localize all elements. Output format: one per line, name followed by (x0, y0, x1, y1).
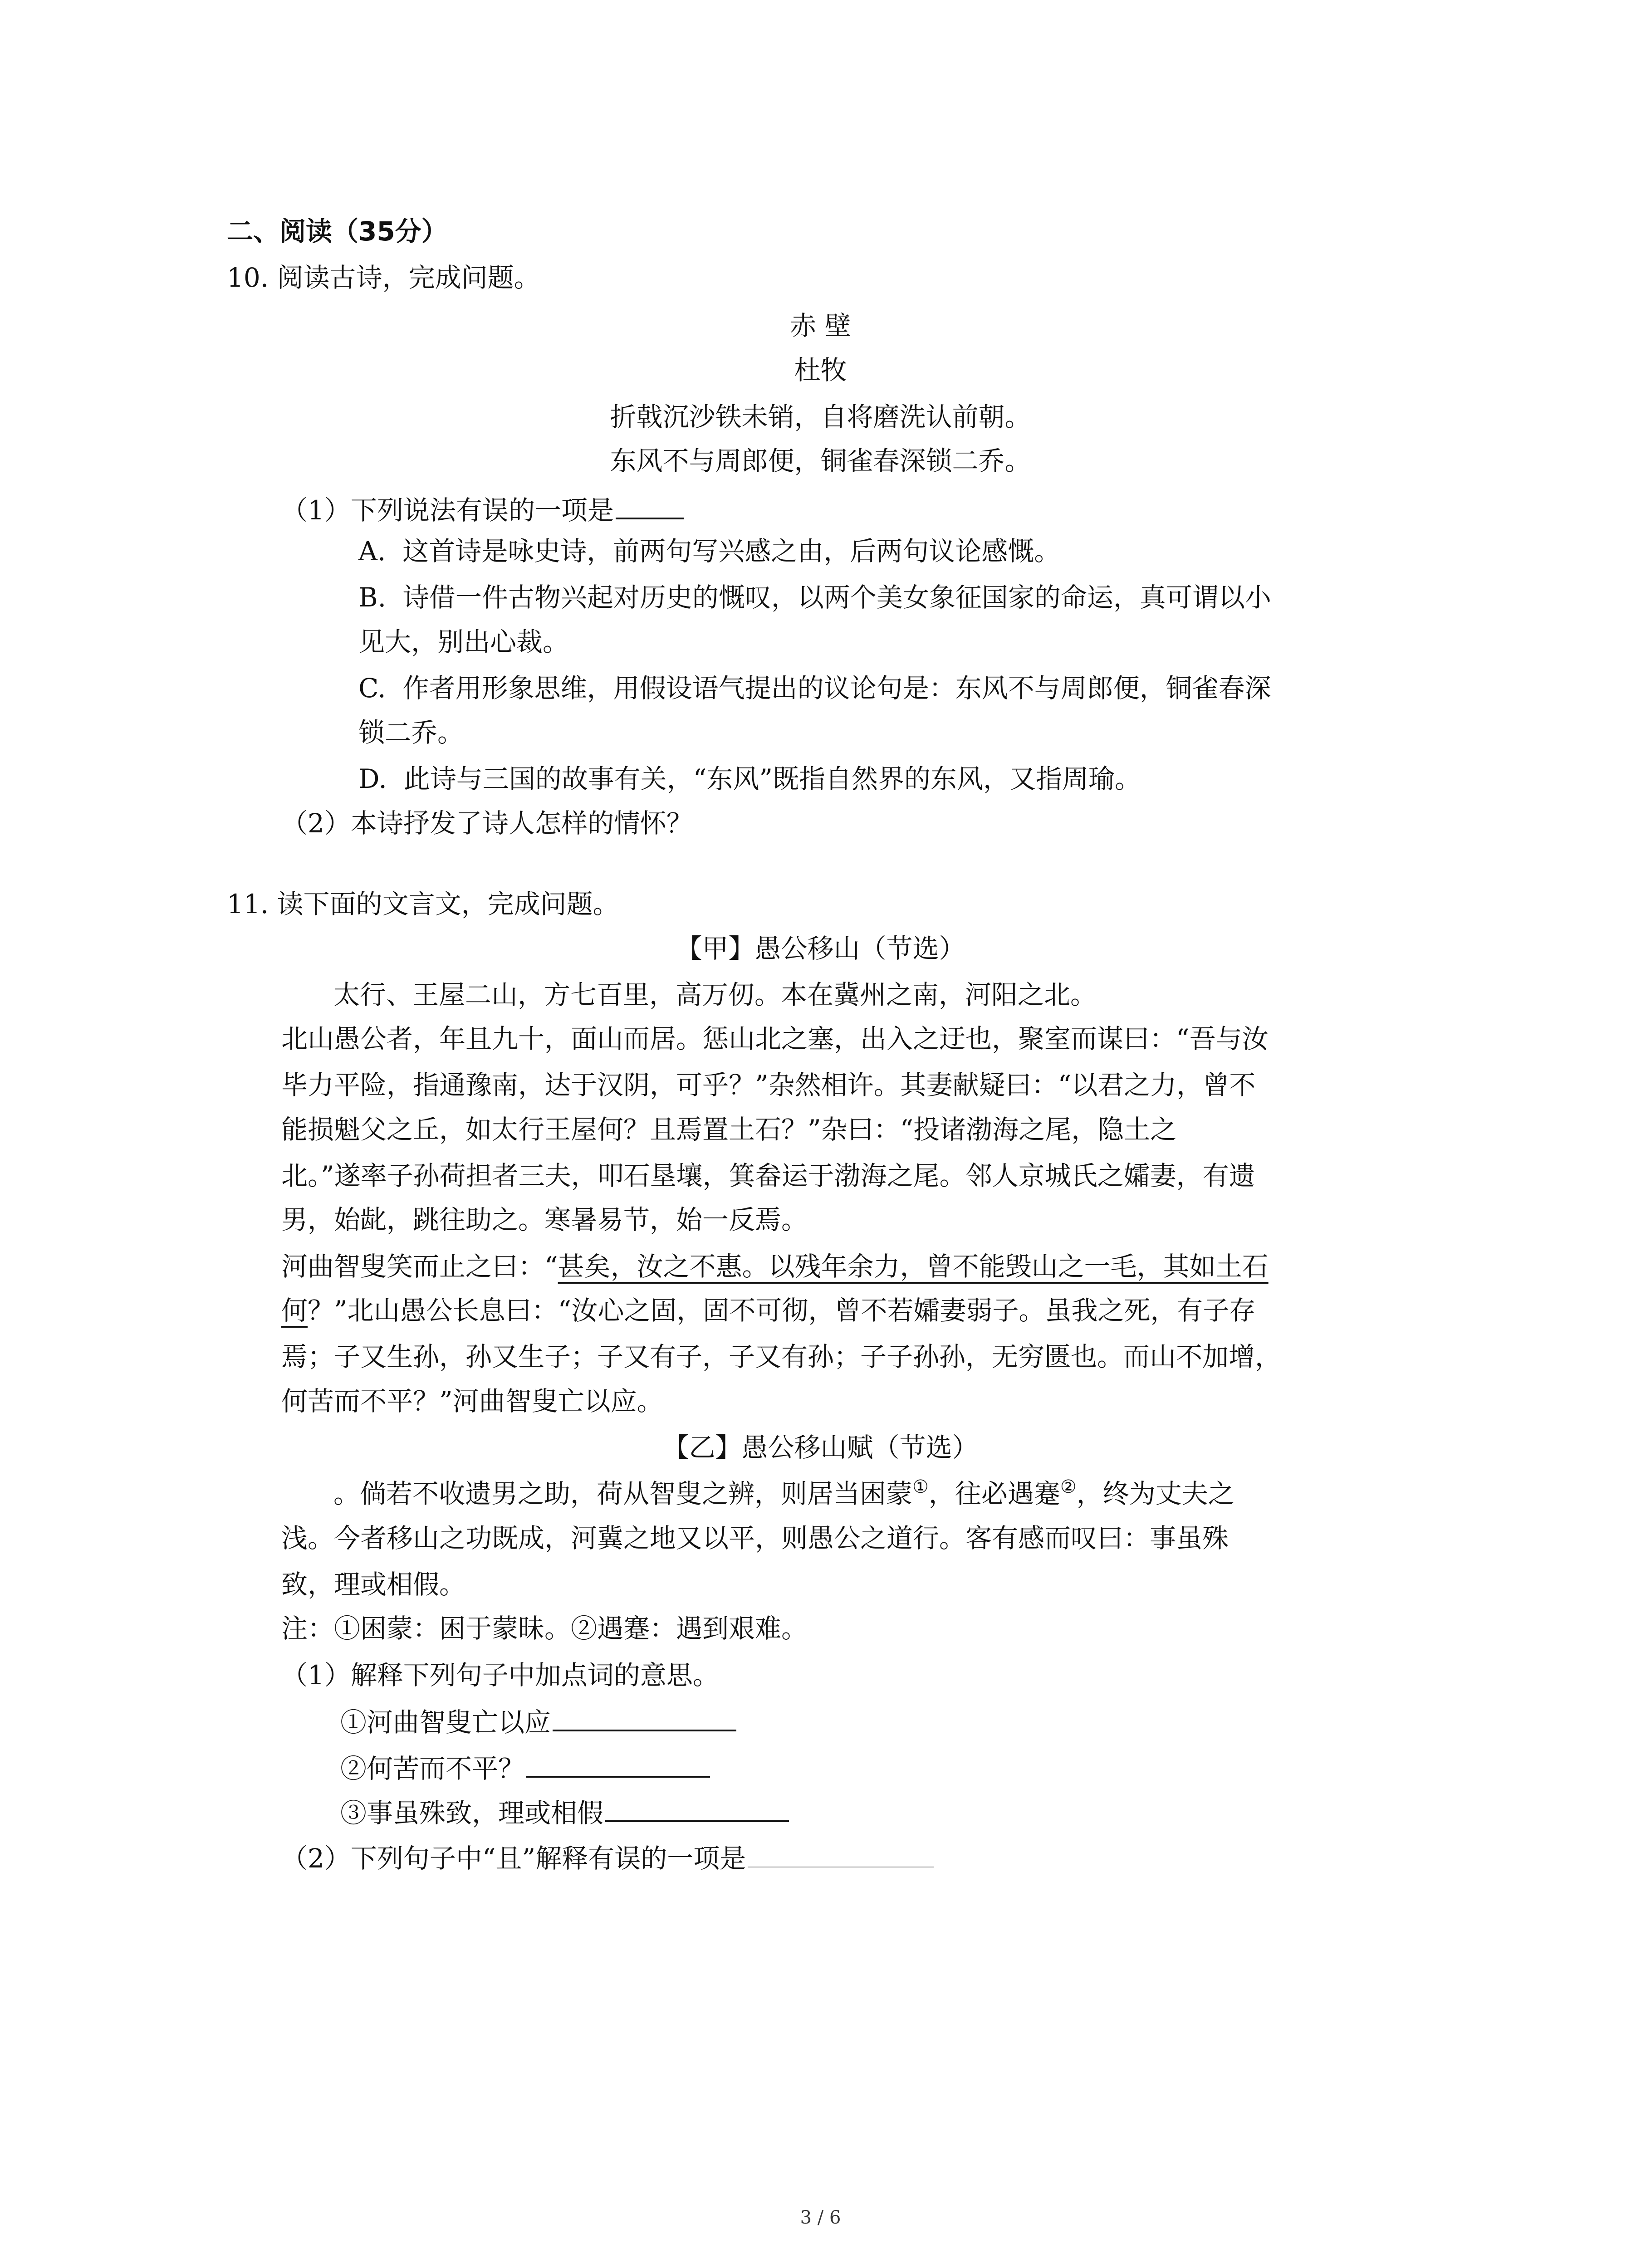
question-10-sub-2: （2）本诗抒发了诗人怎样的情怀？ (281, 808, 693, 839)
passage-jia-title: 【甲】愚公移山（节选） (676, 933, 965, 964)
option-b-line-2: 见大，别出心裁。 (358, 626, 569, 657)
page-number: 3 / 6 (800, 2207, 841, 2228)
question-10-stem: 10. 阅读古诗，完成问题。 (227, 262, 540, 293)
question-11-item-3 (340, 1794, 789, 1829)
underlined-sentence: 甚矣，汝之不惠。以残年余力，曾不能毁山之一毛，其如土石 (558, 1251, 1269, 1282)
option-a: A. 这首诗是咏史诗，前两句写兴感之由，后两句议论感慨。 (358, 536, 1061, 567)
passage-jia-line (281, 1251, 1269, 1282)
poem-title: 赤 壁 (790, 310, 851, 341)
question-11-sub-2 (281, 1840, 934, 1874)
passage-yi-title: 【乙】愚公移山赋（节选） (662, 1432, 979, 1463)
passage-jia-text: ？”北山愚公长息曰：“汝心之固，固不可彻，曾不若孀妻弱子。虽我之死，有子存 (308, 1295, 1256, 1326)
passage-yi-text: ，终为丈夫之 (1076, 1478, 1234, 1509)
passage-jia-text: 河曲智叟笑而止之曰：“ (281, 1251, 558, 1282)
item-text: ②何苦而不平？ (340, 1753, 525, 1784)
question-11-stem: 11. 读下面的文言文，完成问题。 (227, 889, 619, 919)
question-11-sub-1: （1）解释下列句子中加点词的意思。 (281, 1660, 719, 1691)
passage-jia-line: 何苦而不平？”河曲智叟亡以应。 (281, 1386, 663, 1417)
option-c-line-1: C. 作者用形象思维，用假设语气提出的议论句是：东风不与周郎便，铜雀春深 (358, 673, 1271, 704)
passage-jia-line: 毕力平险，指通豫南，达于汉阴，可乎？”杂然相许。其妻献疑曰：“以君之力，曾不 (281, 1070, 1256, 1100)
footnote-mark-1: ① (912, 1476, 929, 1497)
answer-blank[interactable] (616, 491, 684, 519)
item-text: ③事虽殊致，理或相假 (340, 1798, 604, 1828)
question-10-sub-1 (281, 491, 684, 526)
passage-yi-line (333, 1478, 1234, 1510)
passage-jia-line: 焉；子又生孙，孙又生子；子又有子，子又有孙；子子孙孙，无穷匮也。而山不加增， (281, 1341, 1282, 1372)
question-10-sub-1-text: （1）下列说法有误的一项是 (281, 495, 614, 526)
passage-jia-line (281, 1295, 1255, 1326)
footnote: 注：①困蒙：困于蒙昧。②遇蹇：遇到艰难。 (281, 1613, 808, 1644)
answer-blank[interactable] (605, 1794, 789, 1822)
footnote-mark-2: ② (1060, 1476, 1077, 1497)
passage-yi-line: 致，理或相假。 (281, 1569, 466, 1600)
poem-line-2: 东风不与周郎便，铜雀春深锁二乔。 (610, 445, 1031, 476)
passage-jia-line: 北。”遂率子孙荷担者三夫，叩石垦壤，箕畚运于渤海之尾。邻人京城氏之孀妻，有遗 (281, 1160, 1255, 1191)
answer-blank[interactable] (748, 1840, 934, 1867)
option-c-line-2: 锁二乔。 (358, 717, 464, 748)
question-11-item-2 (340, 1750, 710, 1784)
passage-yi-text: ，往必遇蹇 (928, 1478, 1060, 1509)
option-b-line-1: B. 诗借一件古物兴起对历史的慨叹，以两个美女象征国家的命运，真可谓以小 (358, 582, 1271, 613)
passage-jia-line: 北山愚公者，年且九十，面山而居。惩山北之塞，出入之迂也，聚室而谋曰：“吾与汝 (281, 1023, 1269, 1054)
underlined-sentence: 何 (281, 1295, 308, 1326)
question-11-item-1 (340, 1703, 736, 1738)
passage-yi-text: 。倘若不收遗男之助，荷从智叟之辨，则居当困蒙 (333, 1478, 913, 1509)
poem-line-1: 折戟沉沙铁未销，自将磨洗认前朝。 (610, 401, 1031, 432)
section-heading: 二、阅读（35分） (227, 216, 448, 247)
answer-blank[interactable] (526, 1750, 710, 1778)
passage-jia-line: 能损魁父之丘，如太行王屋何？且焉置土石？”杂曰：“投诸渤海之尾，隐土之 (281, 1114, 1177, 1145)
passage-yi-line: 浅。今者移山之功既成，河冀之地又以平，则愚公之道行。客有感而叹曰：事虽殊 (281, 1523, 1229, 1554)
passage-jia-line: 男，始龀，跳往助之。寒暑易节，始一反焉。 (281, 1204, 808, 1235)
item-text: ①河曲智叟亡以应 (340, 1707, 551, 1738)
question-11-sub-2-text: （2）下列句子中“且”解释有误的一项是 (281, 1843, 746, 1874)
poem-author: 杜牧 (794, 355, 847, 386)
answer-blank[interactable] (553, 1703, 736, 1731)
passage-jia-paragraph-1: 太行、王屋二山，方七百里，高万仞。本在冀州之南，河阳之北。 (333, 979, 1097, 1010)
option-d: D. 此诗与三国的故事有关，“东风”既指自然界的东风，又指周瑜。 (358, 763, 1141, 794)
